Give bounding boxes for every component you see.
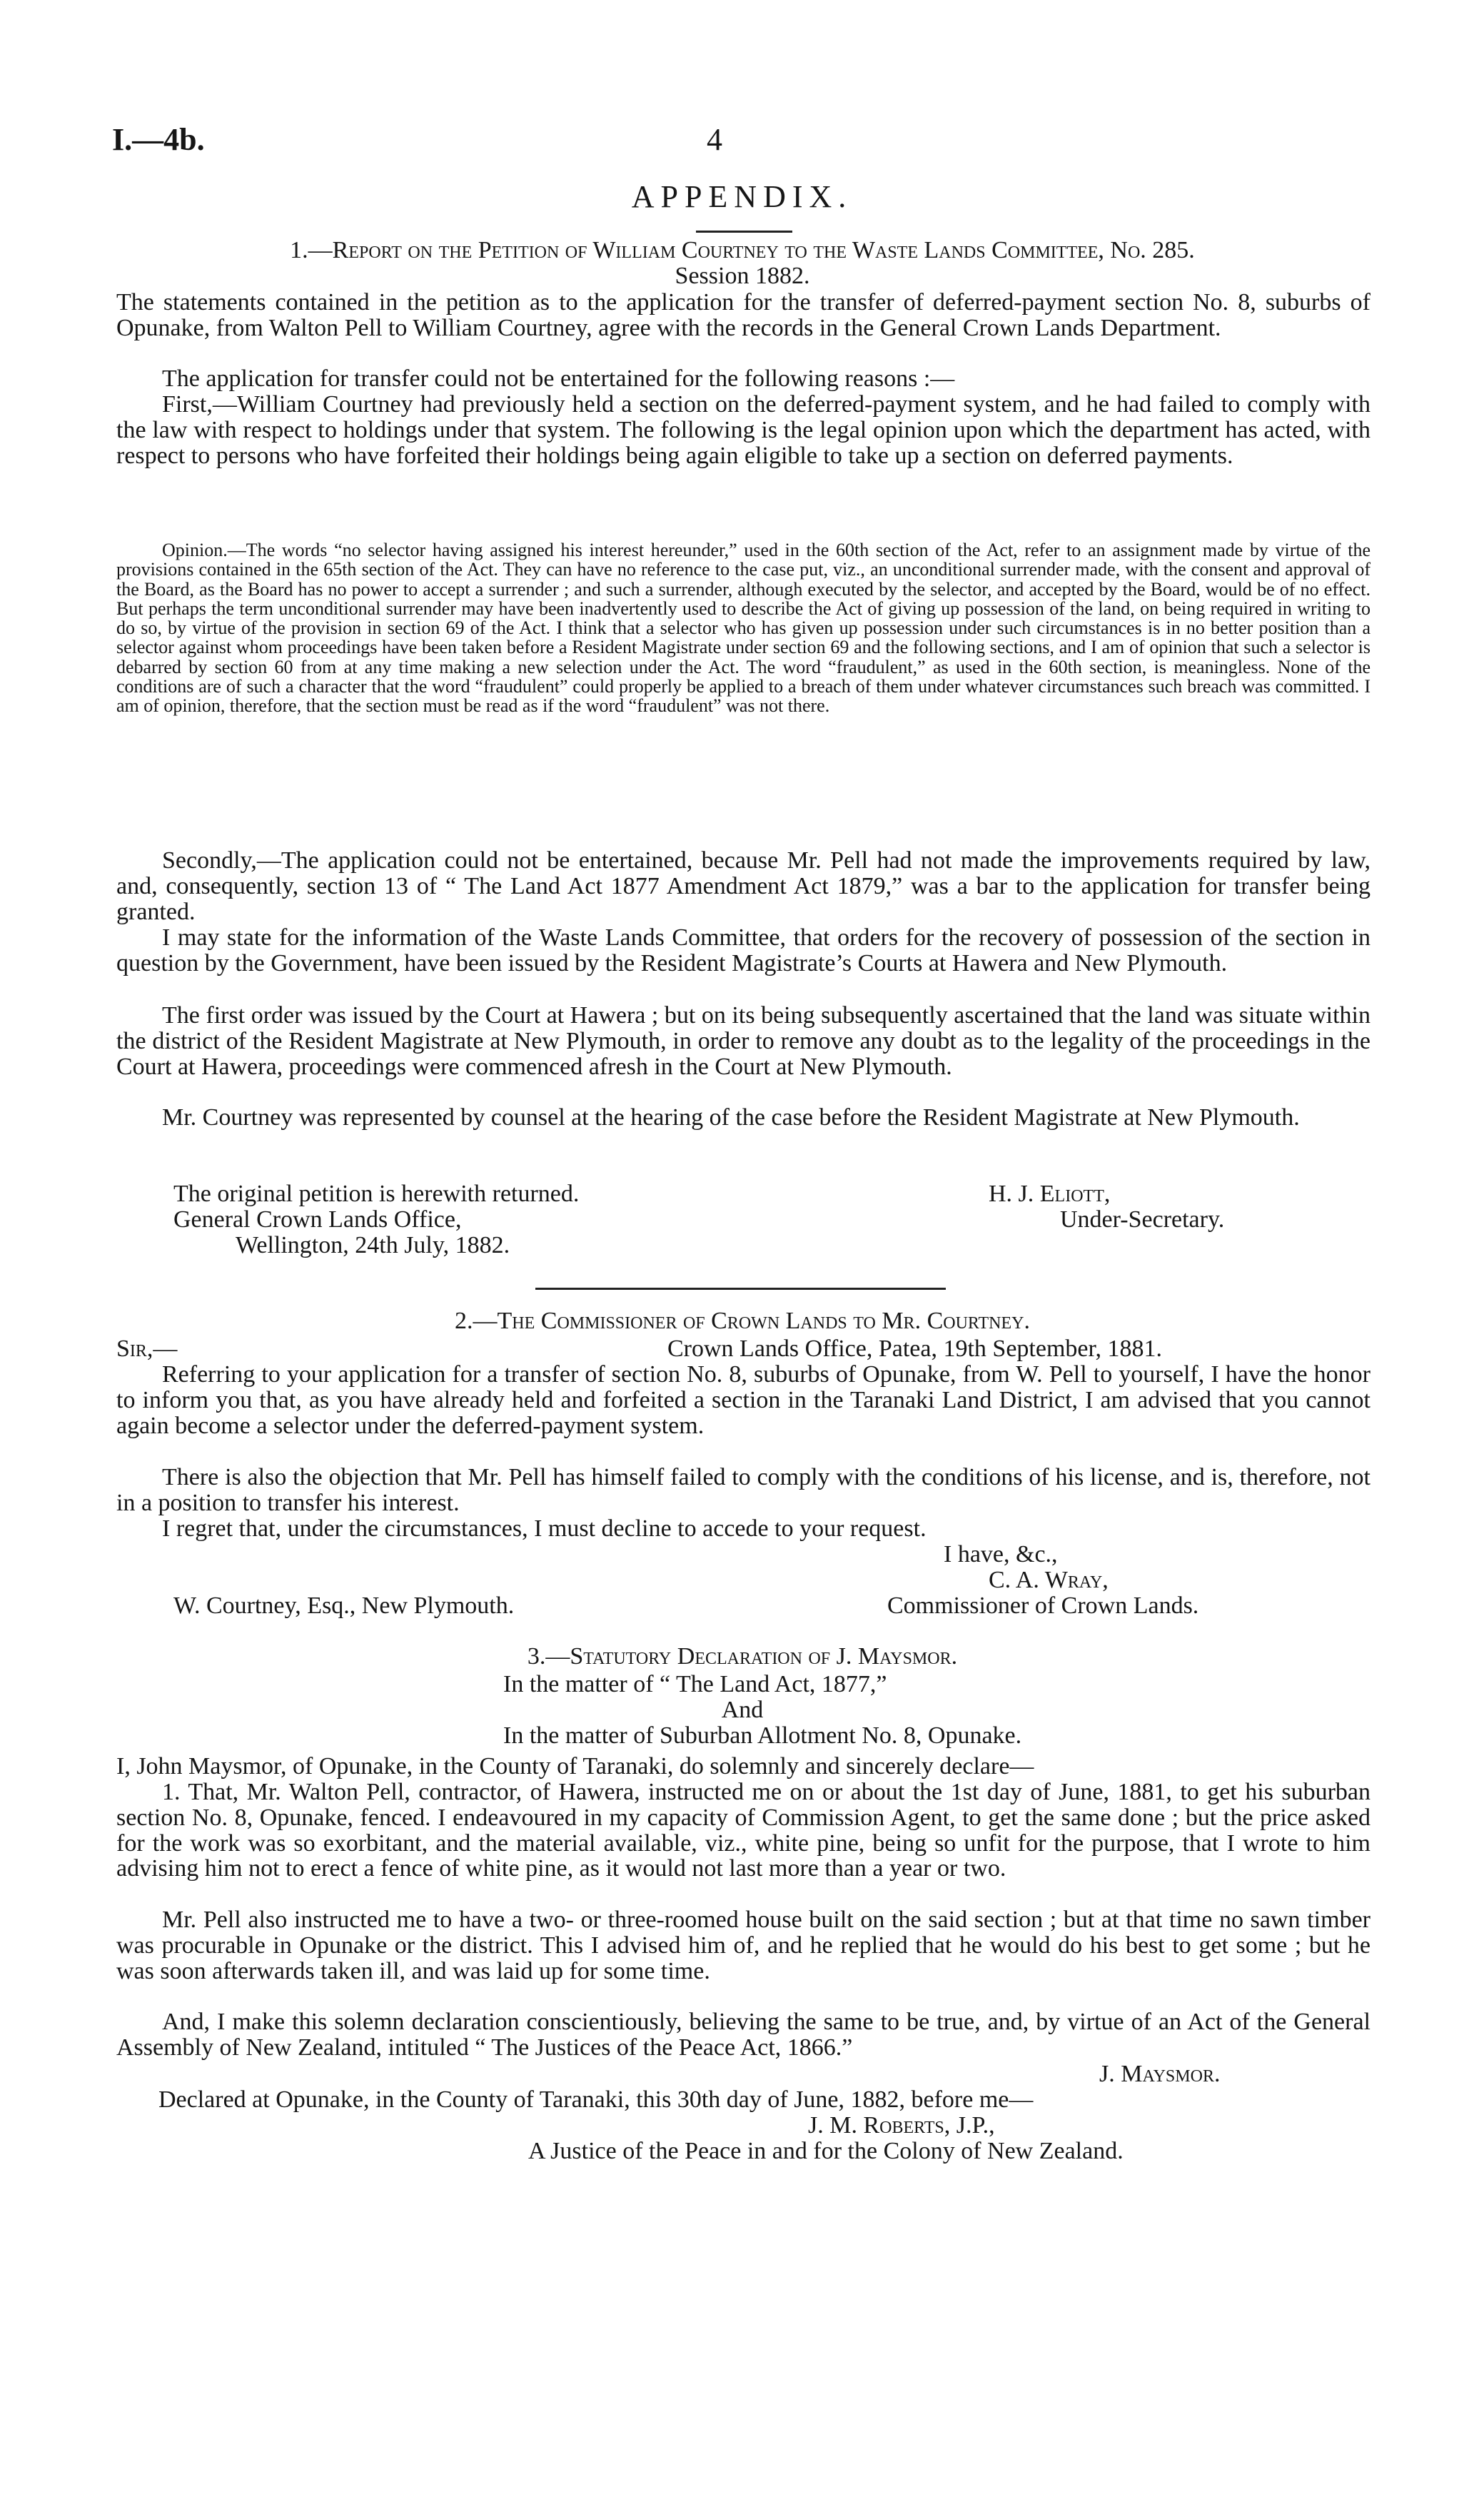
declaration-intro: I, John Maysmor, of Opunake, in the County of Taranaki, do solemnly and sincerely declare—: [116, 1753, 1034, 1779]
section-2-paragraph-3: I regret that, under the circumstances, I must decline to accede to your request.: [162, 1515, 927, 1542]
section-1-paragraph-2: The application for transfer could not be entertained for the following reasons :—: [162, 365, 955, 392]
justice-name: J. M. Roberts, J.P.,: [808, 2112, 995, 2139]
section-1-paragraph-6: The first order was issued by the Court at Hawera ; but on its being subsequently ascertained that the land was situate within the district of the Resident Magistrate at New Plymouth, in order to remove any doubt as to the legality of the proceedings in the Court at Hawera, proceedings were commenced afresh in the Court at New Plymouth.: [116, 1002, 1371, 1080]
matter-line-2: In the matter of Suburban Allotment No. 8, Opunake.: [503, 1722, 1022, 1749]
closing-line-returned: The original petition is herewith returned.: [173, 1181, 580, 1207]
title-rule: [696, 231, 792, 233]
letter-signatory-name: C. A. Wray,: [989, 1567, 1109, 1593]
declared-statement: Declared at Opunake, in the County of Taranaki, this 30th day of June, 1882, before me—: [158, 2086, 1034, 2113]
letter-signatory-title: Commissioner of Crown Lands.: [887, 1592, 1199, 1619]
section-2-paragraph-2: There is also the objection that Mr. Pell has himself failed to comply with the conditions of his license, and is, therefore, not in a position to transfer his interest.: [116, 1464, 1371, 1516]
appendix-title: APPENDIX.: [631, 179, 853, 214]
document-reference: I.—4b.: [112, 122, 205, 157]
section-1-paragraph-1: The statements contained in the petition as to the application for the transfer of deferred-payment section No. 8, suburbs of Opunake, from Walton Pell to William Courtney, agree with the records in the General Crown Lands Department.: [116, 289, 1371, 341]
signatory-title: Under-Secretary.: [1060, 1206, 1225, 1233]
section-2-heading: 2.—The Commissioner of Crown Lands to Mr. Courtney.: [455, 1308, 1030, 1334]
section-1-heading-line-1: 1.—Report on the Petition of William Courtney to the Waste Lands Committee, No. 285.: [290, 237, 1195, 263]
salutation: Sir,—: [116, 1336, 178, 1362]
section-1-paragraph-7: Mr. Courtney was represented by counsel at the hearing of the case before the Resident Magistrate at New Plymouth.: [162, 1104, 1300, 1131]
declaration-paragraph-1: 1. That, Mr. Walton Pell, contractor, of Hawera, instructed me on or about the 1st day of June, 1881, to get his suburban section No. 8, Opunake, fenced. I endeavoured in my capacity of Commission Agent, to get the same done ; but the price asked for the work was so exorbitant, and the material available, viz., white pine, being so unfit for the purpose, that I wrote to him advising him not to erect a fence of white pine, as it would not last more than a year or two.: [116, 1779, 1371, 1882]
signatory-name: H. J. Eliott,: [989, 1181, 1111, 1207]
page-number: 4: [707, 122, 722, 157]
letter-addressee: W. Courtney, Esq., New Plymouth.: [173, 1592, 515, 1619]
letter-dateline: Crown Lands Office, Patea, 19th September, 1881.: [667, 1336, 1162, 1362]
letter-close: I have, &c.,: [944, 1541, 1058, 1567]
declarant-signature: J. Maysmor.: [1099, 2061, 1221, 2087]
declaration-paragraph-2: Mr. Pell also instructed me to have a two- or three-roomed house built on the said section ; but at that time no sawn timber was procurable in Opunake or the district. This I advised him of, and he replied that he would do his best to get some ; but he was soon afterwards taken ill, and was laid up for some time.: [116, 1907, 1371, 1984]
section-1-paragraph-3: First,—William Courtney had previously held a section on the deferred-payment system, and he had failed to comply with the law with respect to holdings under that system. The following is the legal opinion upon which the department has acted, with respect to persons who have forfeited their holdings being again eligible to take up a section on deferred payments.: [116, 391, 1371, 469]
justice-title: A Justice of the Peace in and for the Colony of New Zealand.: [528, 2138, 1124, 2164]
matter-and: And: [721, 1697, 764, 1723]
section-1-paragraph-5: I may state for the information of the Waste Lands Committee, that orders for the recovery of possession of the section in question by the Government, have been issued by the Resident Magistrate’s Courts at Hawera and New Plymouth.: [116, 924, 1371, 976]
section-3-heading: 3.—Statutory Declaration of J. Maysmor.: [527, 1643, 958, 1670]
section-1-paragraph-4: Secondly,—The application could not be entertained, because Mr. Pell had not made the improvements required by law, and, consequently, section 13 of “ The Land Act 1877 Amendment Act 1879,” was a bar to the application for transfer being granted.: [116, 847, 1371, 925]
declaration-paragraph-3: And, I make this solemn declaration conscientiously, believing the same to be true, and, by virtue of an Act of the General Assembly of New Zealand, intituled “ The Justices of the Peace Act, 1866.”: [116, 2009, 1371, 2061]
section-divider-1: [535, 1288, 946, 1290]
section-1-heading-line-2: Session 1882.: [675, 262, 810, 289]
section-1-heading: [114, 238, 1371, 289]
matter-line-1: In the matter of “ The Land Act, 1877,”: [503, 1671, 887, 1697]
closing-office: General Crown Lands Office,: [173, 1206, 462, 1233]
legal-opinion: Opinion.—The words “no selector having assigned his interest hereunder,” used in the 60th section of the Act, refer to an assignment made by virtue of the provisions contained in the 65th section of the Act. They can have no reference to the case put, viz., an unconditional surrender made, with the consent and approval of the Board, as the Board has no power to accept a surrender ; and such a surrender, although executed by the selector, and accepted by the Board, would be of no effect. But perhaps the term unconditional surrender may have been inadvertently used to describe the Act of giving up possession of the land, on being required in writing to do so, by virtue of the provision in section 69 of the Act. I think that a selector who has given up possession under such circumstances is in no better position than a selector against whom proceedings have been taken before a Resident Magistrate under section 69 and the following sections, and I am of opinion that such a selector is debarred by section 60 from at any time making a new selection under the Act. The word “fraudulent,” as used in the 60th section, is meaningless. None of the conditions are of such a character that the word “fraudulent” could properly be applied to a breach of them under whatever circumstances such breach was committed. I am of opinion, therefore, that the section must be read as if the word “fraudulent” was not there.: [116, 540, 1371, 717]
section-2-paragraph-1: Referring to your application for a transfer of section No. 8, suburbs of Opunake, from W. Pell to yourself, I have the honor to inform you that, as you have already held and forfeited a section in the Taranaki Land District, I am advised that you cannot again become a selector under the deferred-payment system.: [116, 1361, 1371, 1439]
closing-date: Wellington, 24th July, 1882.: [236, 1232, 510, 1258]
